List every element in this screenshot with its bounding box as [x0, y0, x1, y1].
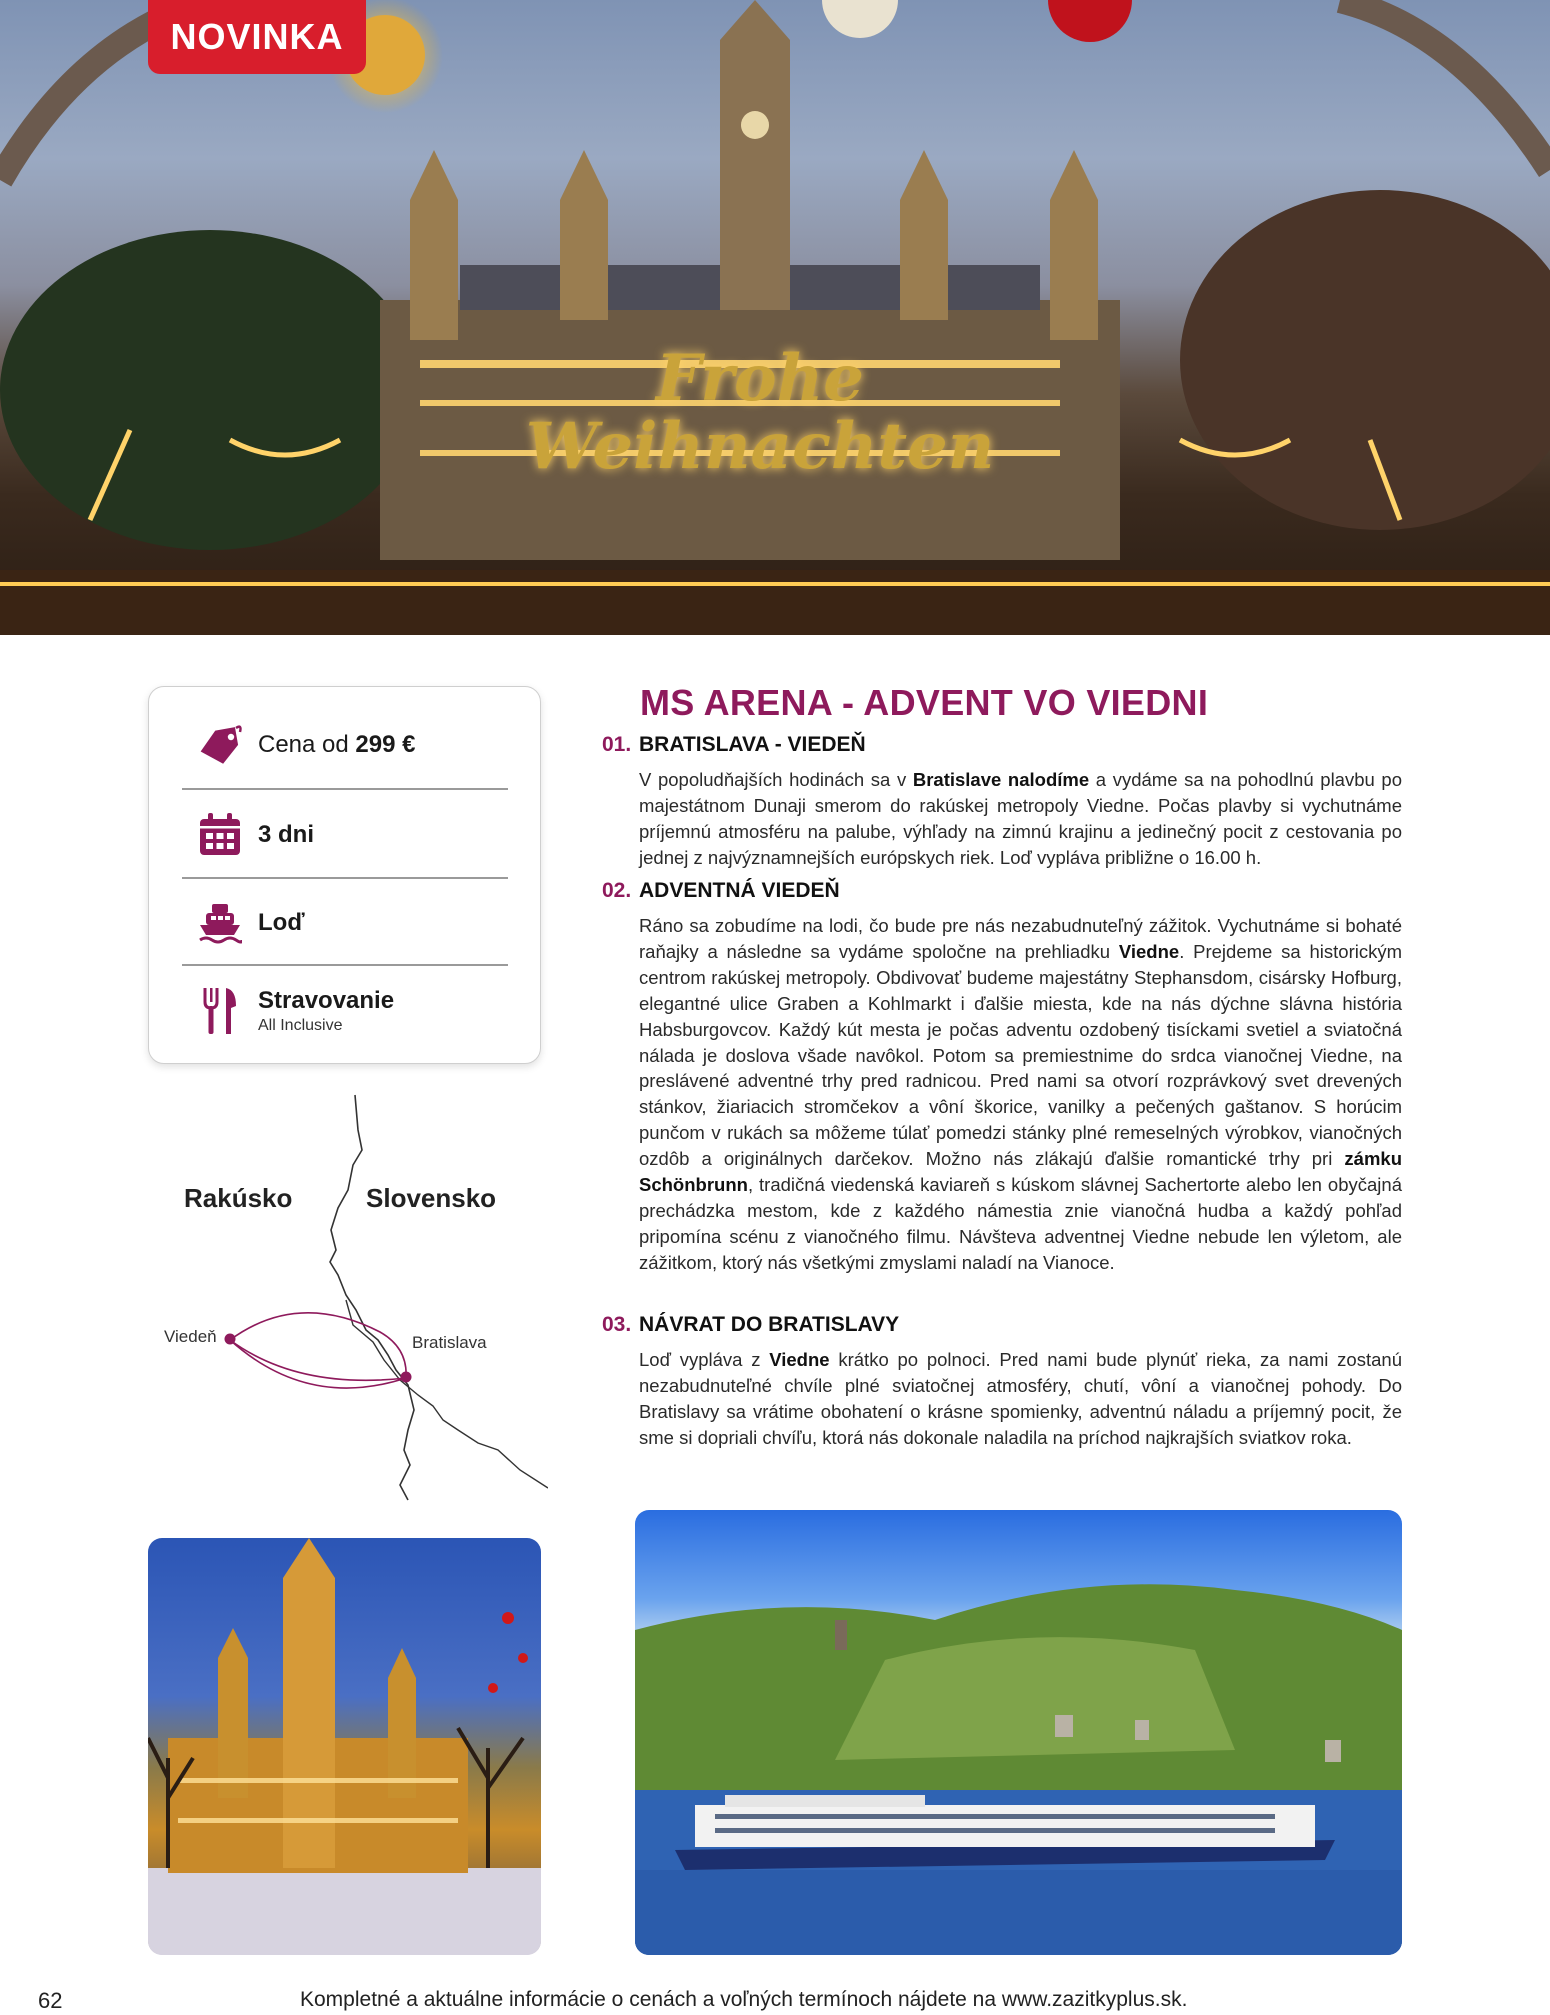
duration-row: [182, 791, 508, 879]
map-marker-bratislava: [401, 1372, 412, 1383]
section-title: BRATISLAVA - VIEDEŇ: [639, 733, 866, 756]
transport-text: [258, 909, 305, 937]
section-title: ADVENTNÁ VIEDEŇ: [639, 879, 840, 902]
meals-sub: All Inclusive: [258, 1017, 343, 1034]
text-bold: zámku Schönbrunn: [639, 1148, 1402, 1196]
footer-note: Kompletné a aktuálne informácie o cenách a voľných termínoch nájdete na www.zazitkyplus.sk.: [300, 1988, 1188, 2011]
route-map-graphic: [148, 1090, 548, 1510]
meals-text: [258, 987, 394, 1035]
price-tag-icon: [182, 724, 258, 766]
page-number: 62: [38, 1988, 63, 2013]
transport-row: [182, 879, 508, 967]
cutlery-icon: [182, 986, 258, 1036]
text-run: a vydáme sa na pohodlnú plavbu po majestátnom Dunaji smerom do rakúskej metropoly Viedne. Počas plavby si vychutnáme príjemnú atmosféru na palube, výhľady na zimnú krajinu a jedinečný pocit z cestovania po jednej z najvýznamnejších európskych riek. Loď vypláva približne o 16.00 h.: [639, 769, 1403, 868]
ship-icon: [182, 902, 258, 944]
text-bold: Viedne: [769, 1349, 830, 1370]
price-row: [182, 701, 508, 789]
duration-text: [258, 821, 314, 849]
map-marker-vienna: [225, 1334, 236, 1345]
hero-photo-vienna-town-hall: [0, 0, 1550, 635]
section-text-2: [639, 913, 1402, 1276]
info-divider: [182, 788, 508, 790]
section-number: 03.: [602, 1313, 632, 1336]
page-title: MS ARENA - ADVENT VO VIEDNI: [640, 682, 1209, 723]
text-run: krátko po polnoci. Pred nami bude plynúť rieka, za nami zostanú nezabudnuteľné chvíle plné sviatočnej atmosféry, chutí, vôní a vianočnej pohody. Do Bratislavy sa vrátime obohatení o krásne spomienky, adventnú náladu a príjemný pocit, že sme si dopriali chvíľu, ktorá nás dokonale naladila na príchod najkrajších sviatkov roka.: [639, 1349, 1402, 1448]
price-value: 299 €: [355, 731, 416, 758]
section-heading-3: [602, 1313, 899, 1337]
section-text-3: [639, 1347, 1402, 1451]
section-number: 01.: [602, 733, 632, 756]
route-map: [148, 1090, 548, 1510]
text-run: Ráno sa zobudíme na lodi, čo bude pre nás nezabudnuteľný zážitok. Vychutnáme si bohaté raňajky a následne sa vydáme spoločne na prehliadku: [639, 915, 1402, 962]
trip-info-box: [148, 686, 541, 1064]
text-run: , tradičná viedenská kaviareň s kúskom slávnej Sachertorte alebo len obyčajná prechádzka mestom, kde z každého námestia znie vianočná hudba a každý pohľad pripomína scénu z vianočného filmu. Návšteva adventnej Viedne nebude len výletom, ale zážitkom, ktorý nás všetkými zmyslami naladí na Vianoce.: [639, 1174, 1402, 1273]
text-bold: Viedne: [1118, 940, 1180, 962]
info-divider: [182, 964, 508, 966]
section-title: NÁVRAT DO BRATISLAVY: [639, 1313, 900, 1336]
price-prefix: Cena od: [258, 731, 356, 758]
hero-illustration: [0, 0, 1550, 635]
section-heading-1: [602, 733, 866, 757]
transport-value: Loď: [258, 909, 305, 936]
map-label-slovakia: Slovensko: [366, 1183, 497, 1213]
text-run: Loď vypláva z: [639, 1349, 770, 1370]
photo-vienna-town-hall-night: [148, 1538, 541, 1955]
section-number: 02.: [602, 879, 632, 902]
duration-value: 3 dni: [258, 821, 315, 848]
hero-sign-line1: Frohe: [656, 341, 864, 416]
photo-river-cruise-ship: [635, 1510, 1402, 1955]
new-badge: NOVINKA: [148, 0, 366, 74]
text-run: V popoludňajších hodinách sa v: [639, 769, 913, 790]
hero-sign-line2: Weihnachten: [525, 409, 995, 484]
calendar-icon: [182, 813, 258, 857]
meals-label: Stravovanie: [258, 987, 395, 1014]
text-bold: Bratislave nalodíme: [912, 769, 1090, 790]
hero-sign: [520, 341, 1000, 484]
text-run: . Prejdeme sa historickým centrom rakúskej metropoly. Obdivovať budeme majestátny Stephansdom, cisársky Hofburg, elegantné ulice Graben a Kohlmarkt i ďalšie miesta, kde na nás dýchne slávna história Habsburgovcov. Každý kút mesta je počas adventu ozdobený tisíckami svetiel a sviatočná nálada je doslova všade navôkol. Potom sa premiestnime do srdca vianočnej Viedne, na preslávené adventné trhy pred radnicou. Pred nami sa otvorí rozprávkový svet drevených stánkov, žiariacich stromčekov a vôní škorice, vanilky a pečených gaštanov. S horúcim punčom v rukách sa môžeme túlať pomedzi stánky plné remeselných výrobkov, vianočných ozdôb a originálnych darčekov. Možno nás zlákajú ďalšie romantické trhy pri: [639, 940, 1402, 1170]
map-city-vienna: Viedeň: [164, 1327, 217, 1346]
map-city-bratislava: Bratislava: [412, 1333, 487, 1352]
section-heading-2: [602, 879, 840, 903]
price-text: [258, 731, 415, 759]
meals-row: [182, 967, 508, 1055]
map-label-austria: Rakúsko: [184, 1183, 293, 1213]
section-text-1: [639, 767, 1402, 871]
